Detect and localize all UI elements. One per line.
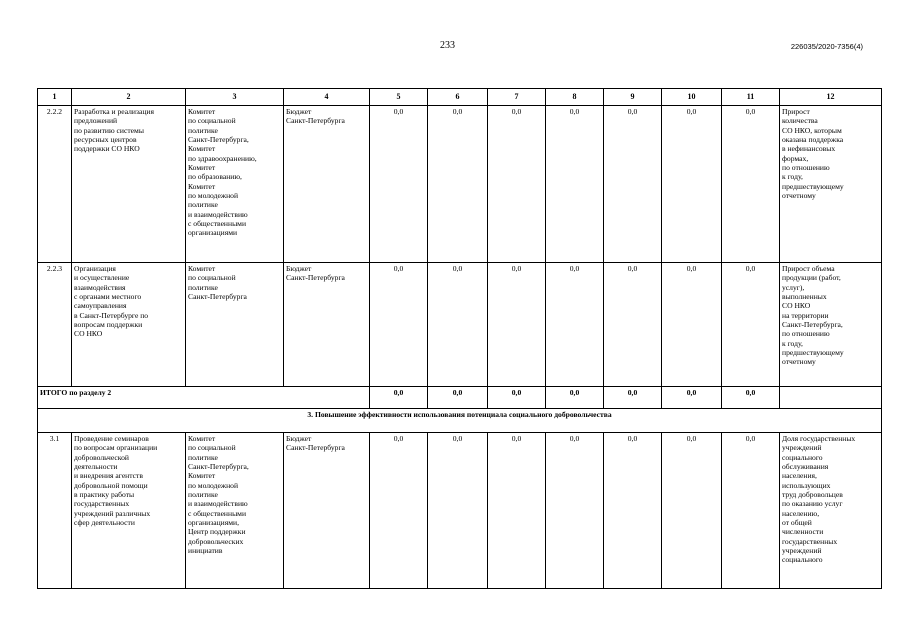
empty-cell (780, 387, 882, 409)
table-row (38, 433, 882, 589)
executor-cell: Комитет по социальной политике Санкт-Петербурга, Комитет по здравоохранению, Комитет по образованию, Комитет по молодежной политике и взаимодействию с общественными организациями (186, 106, 284, 263)
total-value: 0,0 (428, 387, 488, 409)
indicator-cell: Прирост количества СО НКО, которым оказана поддержка в нефинансовых формах, по отношению к году, предшествующему отчетному (780, 106, 882, 263)
value-cell: 0,0 (370, 263, 428, 387)
value-cell: 0,0 (662, 263, 722, 387)
activity-cell: Проведение семинаров по вопросам организации добровольческой деятельности и внедрения агентств добровольной помощи в практику работы государственных учреждений различных сфер деятельности (72, 433, 186, 589)
column-header: 4 (284, 89, 370, 106)
total-value: 0,0 (662, 387, 722, 409)
column-header: 5 (370, 89, 428, 106)
page-number: 233 (440, 40, 455, 51)
indicator-cell: Доля государственных учреждений социального обслуживания населения, использующих труд добровольцев по оказанию услуг населению, от общей численности государственных учреждений социального (780, 433, 882, 589)
executor-cell: Комитет по социальной политике Санкт-Петербурга, Комитет по молодежной политике и взаимодействию с общественными организациями, Центр поддержки добровольческих инициатив (186, 433, 284, 589)
column-header: 2 (72, 89, 186, 106)
column-header: 10 (662, 89, 722, 106)
program-activities-table (37, 88, 882, 589)
value-cell: 0,0 (722, 106, 780, 263)
row-number: 3.1 (38, 433, 72, 589)
column-header: 11 (722, 89, 780, 106)
row-number: 2.2.3 (38, 263, 72, 387)
value-cell: 0,0 (428, 106, 488, 263)
value-cell: 0,0 (722, 433, 780, 589)
value-cell: 0,0 (428, 263, 488, 387)
value-cell: 0,0 (546, 263, 604, 387)
column-header: 8 (546, 89, 604, 106)
value-cell: 0,0 (488, 263, 546, 387)
value-cell: 0,0 (546, 433, 604, 589)
executor-cell: Комитет по социальной политике Санкт-Петербурга (186, 263, 284, 387)
document-code: 226035/2020-7356(4) (790, 42, 863, 51)
total-value: 0,0 (722, 387, 780, 409)
section-heading-row (38, 409, 882, 433)
funding-source-cell: Бюджет Санкт-Петербурга (284, 106, 370, 263)
funding-source-cell: Бюджет Санкт-Петербурга (284, 263, 370, 387)
value-cell: 0,0 (604, 433, 662, 589)
section-title: 3. Повышение эффективности использования потенциала социального добровольчества (38, 409, 882, 433)
column-header: 1 (38, 89, 72, 106)
value-cell: 0,0 (662, 106, 722, 263)
total-value: 0,0 (488, 387, 546, 409)
column-header: 7 (488, 89, 546, 106)
total-value: 0,0 (604, 387, 662, 409)
indicator-cell: Прирост объема продукции (работ, услуг), выполненных СО НКО на территории Санкт-Петербурга, по отношению к году, предшествующему отчетному (780, 263, 882, 387)
value-cell: 0,0 (662, 433, 722, 589)
value-cell: 0,0 (370, 106, 428, 263)
value-cell: 0,0 (370, 433, 428, 589)
row-number: 2.2.2 (38, 106, 72, 263)
activity-cell: Разработка и реализация предложений по развитию системы ресурсных центров поддержки СО НКО (72, 106, 186, 263)
value-cell: 0,0 (604, 263, 662, 387)
value-cell: 0,0 (488, 106, 546, 263)
column-header: 12 (780, 89, 882, 106)
value-cell: 0,0 (546, 106, 604, 263)
column-header: 3 (186, 89, 284, 106)
column-header: 6 (428, 89, 488, 106)
header-row (38, 89, 882, 106)
table-row (38, 263, 882, 387)
total-value: 0,0 (370, 387, 428, 409)
activity-cell: Организация и осуществление взаимодействия с органами местного самоуправления в Санкт-Петербурге по вопросам поддержки СО НКО (72, 263, 186, 387)
value-cell: 0,0 (722, 263, 780, 387)
value-cell: 0,0 (604, 106, 662, 263)
total-row (38, 387, 882, 409)
value-cell: 0,0 (488, 433, 546, 589)
total-value: 0,0 (546, 387, 604, 409)
value-cell: 0,0 (428, 433, 488, 589)
column-header: 9 (604, 89, 662, 106)
funding-source-cell: Бюджет Санкт-Петербурга (284, 433, 370, 589)
table-row (38, 106, 882, 263)
total-label: ИТОГО по разделу 2 (38, 387, 370, 409)
